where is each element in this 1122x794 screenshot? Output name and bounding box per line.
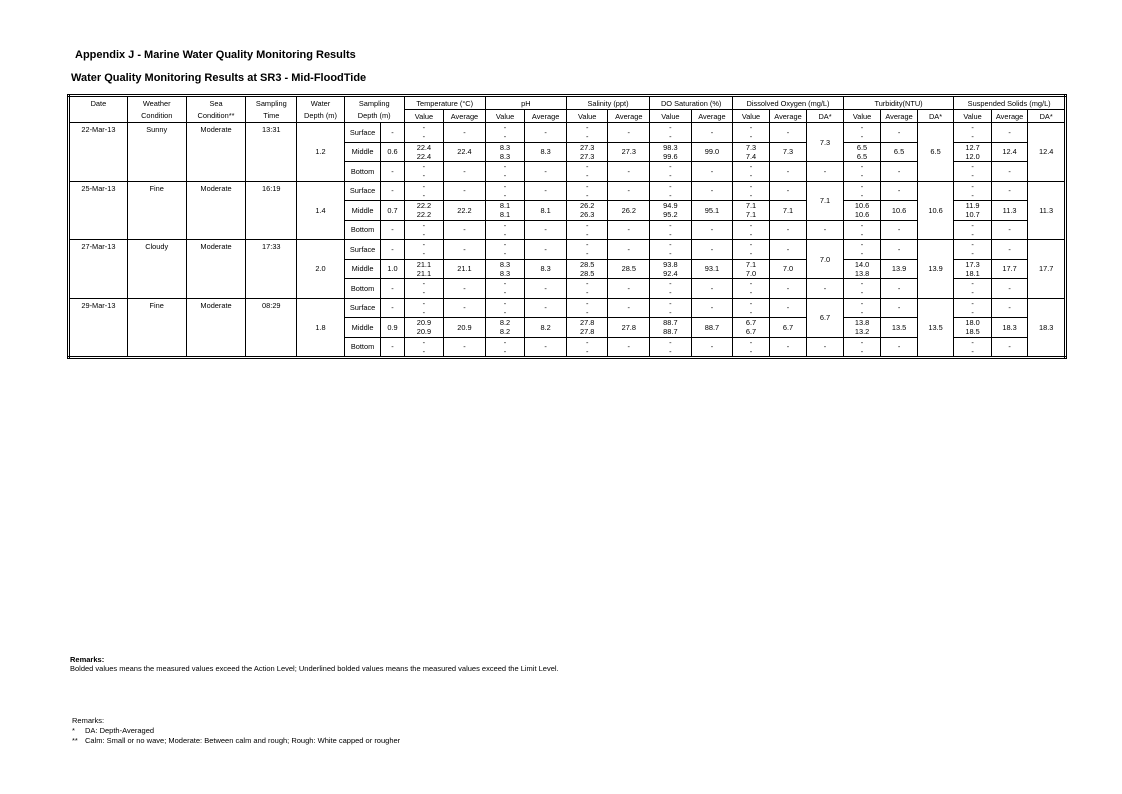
table-title: Water Quality Monitoring Results at SR3 - Mid-FloodTide [71, 72, 367, 84]
temperature-average-cell: - [444, 123, 486, 143]
do-saturation-average-cell: 93.1 [691, 259, 733, 279]
table-row [69, 181, 1066, 201]
turbidity-depth-average-cell: 6.5 [917, 123, 954, 182]
do-saturation-average-cell: - [691, 298, 733, 318]
temperature-average-cell: 22.2 [444, 201, 486, 221]
ss-average-cell: - [991, 337, 1028, 358]
ph-value-cell: 8.2 8.2 [485, 318, 525, 338]
sea-condition-cell: Moderate [186, 123, 246, 182]
header-suspended-solids: Suspended Solids (mg/L) [954, 96, 1066, 110]
water-depth-cell: 1.4 [297, 181, 345, 240]
do-value-cell: - - [733, 298, 770, 318]
remarks-levels [70, 655, 559, 673]
salinity-average-cell: - [608, 298, 650, 318]
ss-value-cell: - - [954, 240, 992, 260]
ss-average-cell: 11.3 [991, 201, 1028, 221]
temperature-average-cell: 21.1 [444, 259, 486, 279]
ph-average-cell: - [525, 220, 567, 240]
salinity-value-cell: 27.8 27.8 [566, 318, 608, 338]
sampling-time-cell: 08:29 [246, 298, 297, 358]
ph-value-cell: 8.3 8.3 [485, 259, 525, 279]
table-row [69, 240, 1066, 260]
do-average-cell: - [769, 162, 807, 182]
turbidity-value-cell: - - [843, 240, 881, 260]
note-sea-condition [72, 736, 400, 746]
temperature-value-cell: - - [404, 123, 444, 143]
sampling-depth-cell: - [381, 123, 404, 143]
turbidity-value-cell: 13.8 13.2 [843, 318, 881, 338]
do-value-cell: - - [733, 123, 770, 143]
ss-value-cell: - - [954, 181, 992, 201]
sampling-level-cell: Middle [344, 142, 381, 162]
turbidity-value-cell: - - [843, 162, 881, 182]
do-value-cell: - - [733, 220, 770, 240]
header-sampling-depth-2: Depth (m) [344, 110, 404, 123]
table-row [69, 298, 1066, 318]
turbidity-average-cell: - [881, 337, 918, 358]
do-average-cell: 7.0 [769, 259, 807, 279]
ss-value-cell: - - [954, 123, 992, 143]
do-value-cell: 6.7 6.7 [733, 318, 770, 338]
note-da-key: * [72, 726, 75, 735]
do-saturation-value-cell: 93.8 92.4 [650, 259, 692, 279]
header-date-2 [69, 110, 128, 123]
header-time: Sampling [246, 96, 297, 110]
sampling-level-cell: Middle [344, 259, 381, 279]
temperature-average-cell: - [444, 298, 486, 318]
sampling-level-cell: Bottom [344, 220, 381, 240]
sampling-level-cell: Surface [344, 181, 381, 201]
header-temp-average: Average [444, 110, 486, 123]
turbidity-average-cell: 10.6 [881, 201, 918, 221]
ss-average-cell: - [991, 162, 1028, 182]
header-ph: pH [485, 96, 566, 110]
turbidity-value-cell: 10.6 10.6 [843, 201, 881, 221]
ss-value-cell: - - [954, 279, 992, 299]
ph-value-cell: - - [485, 298, 525, 318]
do-depth-average-cell: 6.7 [807, 298, 844, 337]
salinity-average-cell: 28.5 [608, 259, 650, 279]
turbidity-value-cell: - - [843, 123, 881, 143]
sampling-depth-cell: 0.9 [381, 318, 404, 338]
water-depth-cell: 1.8 [297, 298, 345, 358]
salinity-value-cell: 27.3 27.3 [566, 142, 608, 162]
ss-value-cell: 11.9 10.7 [954, 201, 992, 221]
salinity-average-cell: 27.3 [608, 142, 650, 162]
turbidity-value-cell: 6.5 6.5 [843, 142, 881, 162]
salinity-value-cell: - - [566, 240, 608, 260]
results-table-body [69, 123, 1066, 358]
weather-cell: Cloudy [127, 240, 186, 299]
ss-value-cell: 17.3 18.1 [954, 259, 992, 279]
salinity-average-cell: - [608, 220, 650, 240]
do-depth-average-bottom-cell: - [807, 220, 844, 240]
sampling-level-cell: Bottom [344, 337, 381, 358]
ss-value-cell: - - [954, 337, 992, 358]
temperature-average-cell: 20.9 [444, 318, 486, 338]
temperature-value-cell: - - [404, 220, 444, 240]
note-da [72, 726, 400, 736]
note-da-text: DA: Depth-Averaged [85, 726, 155, 735]
ph-value-cell: - - [485, 181, 525, 201]
header-dos-value: Value [650, 110, 692, 123]
turbidity-depth-average-cell: 10.6 [917, 181, 954, 240]
weather-cell: Fine [127, 181, 186, 240]
do-depth-average-bottom-cell: - [807, 337, 844, 358]
do-saturation-value-cell: 94.9 95.2 [650, 201, 692, 221]
temperature-value-cell: 22.2 22.2 [404, 201, 444, 221]
header-date: Date [69, 96, 128, 110]
do-average-cell: - [769, 337, 807, 358]
temperature-value-cell: - - [404, 279, 444, 299]
turbidity-value-cell: - - [843, 337, 881, 358]
ph-value-cell: - - [485, 337, 525, 358]
date-cell: 22-Mar-13 [69, 123, 128, 182]
do-average-cell: - [769, 279, 807, 299]
do-saturation-value-cell: - - [650, 240, 692, 260]
turbidity-value-cell: - - [843, 220, 881, 240]
sampling-depth-cell: - [381, 162, 404, 182]
salinity-average-cell: - [608, 240, 650, 260]
ss-value-cell: 18.0 18.5 [954, 318, 992, 338]
salinity-value-cell: - - [566, 162, 608, 182]
do-saturation-value-cell: 88.7 88.7 [650, 318, 692, 338]
header-ph-average: Average [525, 110, 567, 123]
ss-depth-average-cell: 12.4 [1028, 123, 1066, 182]
weather-cell: Fine [127, 298, 186, 358]
ph-average-cell: 8.1 [525, 201, 567, 221]
turbidity-average-cell: - [881, 123, 918, 143]
ss-value-cell: - - [954, 220, 992, 240]
sampling-level-cell: Surface [344, 298, 381, 318]
ss-average-cell: - [991, 123, 1028, 143]
ph-value-cell: - - [485, 123, 525, 143]
do-saturation-value-cell: - - [650, 298, 692, 318]
do-saturation-average-cell: - [691, 240, 733, 260]
sampling-depth-cell: - [381, 337, 404, 358]
ph-average-cell: - [525, 181, 567, 201]
date-cell: 25-Mar-13 [69, 181, 128, 240]
do-value-cell: 7.1 7.0 [733, 259, 770, 279]
do-value-cell: - - [733, 240, 770, 260]
do-saturation-average-cell: 88.7 [691, 318, 733, 338]
turbidity-average-cell: - [881, 181, 918, 201]
sampling-depth-cell: - [381, 181, 404, 201]
salinity-average-cell: - [608, 181, 650, 201]
ss-average-cell: - [991, 181, 1028, 201]
temperature-value-cell: - - [404, 298, 444, 318]
header-water-depth: Water [297, 96, 345, 110]
salinity-value-cell: 26.2 26.3 [566, 201, 608, 221]
do-value-cell: - - [733, 337, 770, 358]
header-weather: Weather [127, 96, 186, 110]
header-ss-average: Average [991, 110, 1028, 123]
sampling-time-cell: 17:33 [246, 240, 297, 299]
turbidity-value-cell: - - [843, 298, 881, 318]
salinity-average-cell: 27.8 [608, 318, 650, 338]
turbidity-average-cell: 13.9 [881, 259, 918, 279]
ph-value-cell: - - [485, 162, 525, 182]
header-ss-value: Value [954, 110, 992, 123]
ph-average-cell: - [525, 123, 567, 143]
temperature-value-cell: 22.4 22.4 [404, 142, 444, 162]
ph-average-cell: - [525, 279, 567, 299]
salinity-value-cell: 28.5 28.5 [566, 259, 608, 279]
ph-average-cell: - [525, 240, 567, 260]
header-dos-average: Average [691, 110, 733, 123]
header-sea-2: Condition** [186, 110, 246, 123]
sampling-level-cell: Bottom [344, 279, 381, 299]
do-saturation-value-cell: - - [650, 123, 692, 143]
header-do-average: Average [769, 110, 807, 123]
do-saturation-average-cell: - [691, 123, 733, 143]
header-turb-value: Value [843, 110, 881, 123]
do-saturation-value-cell: 98.3 99.6 [650, 142, 692, 162]
temperature-value-cell: - - [404, 162, 444, 182]
ss-average-cell: 17.7 [991, 259, 1028, 279]
turbidity-value-cell: - - [843, 181, 881, 201]
header-sal-value: Value [566, 110, 608, 123]
turbidity-average-cell: - [881, 298, 918, 318]
header-do-saturation: DO Saturation (%) [650, 96, 733, 110]
do-average-cell: 6.7 [769, 318, 807, 338]
ph-average-cell: - [525, 337, 567, 358]
ss-average-cell: - [991, 279, 1028, 299]
do-average-cell: 7.3 [769, 142, 807, 162]
do-saturation-value-cell: - - [650, 220, 692, 240]
ph-value-cell: - - [485, 240, 525, 260]
do-saturation-average-cell: 95.1 [691, 201, 733, 221]
temperature-value-cell: - - [404, 337, 444, 358]
ss-average-cell: - [991, 240, 1028, 260]
temperature-value-cell: - - [404, 240, 444, 260]
salinity-value-cell: - - [566, 337, 608, 358]
weather-cell: Sunny [127, 123, 186, 182]
remarks-levels-text: Bolded values means the measured values exceed the Action Level; Underlined bolded values means the measured values exceed the Limit Level. [70, 664, 559, 673]
ph-average-cell: - [525, 298, 567, 318]
sampling-level-cell: Surface [344, 123, 381, 143]
header-sampling-depth: Sampling [344, 96, 404, 110]
table-row [69, 123, 1066, 143]
ss-depth-average-cell: 18.3 [1028, 298, 1066, 358]
ss-depth-average-cell: 11.3 [1028, 181, 1066, 240]
results-table [67, 94, 1067, 359]
header-turbidity: Turbidity(NTU) [843, 96, 954, 110]
temperature-average-cell: - [444, 240, 486, 260]
salinity-value-cell: - - [566, 181, 608, 201]
header-sal-average: Average [608, 110, 650, 123]
ph-value-cell: 8.1 8.1 [485, 201, 525, 221]
water-depth-cell: 1.2 [297, 123, 345, 182]
header-weather-2: Condition [127, 110, 186, 123]
do-saturation-average-cell: - [691, 220, 733, 240]
sea-condition-cell: Moderate [186, 181, 246, 240]
ss-average-cell: - [991, 220, 1028, 240]
date-cell: 29-Mar-13 [69, 298, 128, 358]
do-value-cell: - - [733, 279, 770, 299]
remarks-notes-heading: Remarks: [72, 716, 105, 725]
note-sea-text: Calm: Small or no wave; Moderate: Between calm and rough; Rough: White capped or rougher [85, 736, 401, 745]
header-do-value: Value [733, 110, 770, 123]
do-value-cell: - - [733, 162, 770, 182]
header-ph-value: Value [485, 110, 525, 123]
salinity-average-cell: - [608, 337, 650, 358]
do-saturation-average-cell: - [691, 162, 733, 182]
temperature-value-cell: - - [404, 181, 444, 201]
remarks-notes [72, 716, 400, 746]
temperature-value-cell: 21.1 21.1 [404, 259, 444, 279]
ss-average-cell: - [991, 298, 1028, 318]
header-time-2: Time [246, 110, 297, 123]
sampling-time-cell: 13:31 [246, 123, 297, 182]
ph-average-cell: 8.3 [525, 142, 567, 162]
do-saturation-value-cell: - - [650, 337, 692, 358]
do-value-cell: - - [733, 181, 770, 201]
temperature-average-cell: - [444, 220, 486, 240]
header-ss-da: DA* [1028, 110, 1066, 123]
sampling-level-cell: Surface [344, 240, 381, 260]
ss-value-cell: - - [954, 298, 992, 318]
ss-average-cell: 18.3 [991, 318, 1028, 338]
do-depth-average-bottom-cell: - [807, 279, 844, 299]
salinity-value-cell: - - [566, 279, 608, 299]
ph-value-cell: 8.3 8.3 [485, 142, 525, 162]
results-table-container [67, 94, 1067, 359]
do-saturation-average-cell: - [691, 181, 733, 201]
do-average-cell: - [769, 181, 807, 201]
header-do-da: DA* [807, 110, 844, 123]
sea-condition-cell: Moderate [186, 240, 246, 299]
sampling-level-cell: Middle [344, 201, 381, 221]
turbidity-average-cell: - [881, 279, 918, 299]
ph-value-cell: - - [485, 279, 525, 299]
remarks-levels-heading: Remarks: [70, 655, 105, 664]
ph-average-cell: 8.2 [525, 318, 567, 338]
header-temp-value: Value [404, 110, 444, 123]
temperature-average-cell: - [444, 337, 486, 358]
sampling-depth-cell: 0.7 [381, 201, 404, 221]
ph-value-cell: - - [485, 220, 525, 240]
salinity-value-cell: - - [566, 123, 608, 143]
ss-average-cell: 12.4 [991, 142, 1028, 162]
do-saturation-value-cell: - - [650, 181, 692, 201]
header-sea: Sea [186, 96, 246, 110]
turbidity-average-cell: - [881, 162, 918, 182]
header-row-1 [69, 96, 1066, 110]
ph-average-cell: - [525, 162, 567, 182]
do-value-cell: 7.3 7.4 [733, 142, 770, 162]
sampling-depth-cell: - [381, 298, 404, 318]
sampling-depth-cell: - [381, 220, 404, 240]
sampling-level-cell: Middle [344, 318, 381, 338]
date-cell: 27-Mar-13 [69, 240, 128, 299]
turbidity-depth-average-cell: 13.5 [917, 298, 954, 358]
note-sea-key: ** [72, 736, 78, 745]
turbidity-average-cell: 6.5 [881, 142, 918, 162]
temperature-average-cell: - [444, 279, 486, 299]
header-turb-da: DA* [917, 110, 954, 123]
sampling-depth-cell: - [381, 240, 404, 260]
sampling-level-cell: Bottom [344, 162, 381, 182]
header-salinity: Salinity (ppt) [566, 96, 649, 110]
do-average-cell: - [769, 240, 807, 260]
do-saturation-average-cell: - [691, 279, 733, 299]
sea-condition-cell: Moderate [186, 298, 246, 358]
do-saturation-average-cell: 99.0 [691, 142, 733, 162]
do-average-cell: 7.1 [769, 201, 807, 221]
sampling-depth-cell: 1.0 [381, 259, 404, 279]
ss-depth-average-cell: 17.7 [1028, 240, 1066, 299]
ph-average-cell: 8.3 [525, 259, 567, 279]
turbidity-average-cell: - [881, 240, 918, 260]
do-average-cell: - [769, 220, 807, 240]
ss-value-cell: - - [954, 162, 992, 182]
turbidity-value-cell: 14.0 13.8 [843, 259, 881, 279]
do-depth-average-bottom-cell: - [807, 162, 844, 182]
temperature-average-cell: - [444, 181, 486, 201]
do-depth-average-cell: 7.3 [807, 123, 844, 162]
turbidity-value-cell: - - [843, 279, 881, 299]
turbidity-average-cell: 13.5 [881, 318, 918, 338]
temperature-average-cell: 22.4 [444, 142, 486, 162]
do-depth-average-cell: 7.0 [807, 240, 844, 279]
header-dissolved-oxygen: Dissolved Oxygen (mg/L) [733, 96, 844, 110]
salinity-value-cell: - - [566, 298, 608, 318]
header-temperature: Temperature (°C) [404, 96, 485, 110]
do-depth-average-cell: 7.1 [807, 181, 844, 220]
sampling-depth-cell: 0.6 [381, 142, 404, 162]
water-depth-cell: 2.0 [297, 240, 345, 299]
sampling-time-cell: 16:19 [246, 181, 297, 240]
do-saturation-average-cell: - [691, 337, 733, 358]
salinity-average-cell: - [608, 279, 650, 299]
header-water-depth-2: Depth (m) [297, 110, 345, 123]
appendix-title: Appendix J - Marine Water Quality Monitoring Results [75, 49, 356, 61]
salinity-average-cell: - [608, 123, 650, 143]
do-saturation-value-cell: - - [650, 279, 692, 299]
salinity-average-cell: - [608, 162, 650, 182]
sampling-depth-cell: - [381, 279, 404, 299]
ss-value-cell: 12.7 12.0 [954, 142, 992, 162]
turbidity-average-cell: - [881, 220, 918, 240]
salinity-average-cell: 26.2 [608, 201, 650, 221]
do-average-cell: - [769, 298, 807, 318]
do-average-cell: - [769, 123, 807, 143]
header-row-2 [69, 110, 1066, 123]
turbidity-depth-average-cell: 13.9 [917, 240, 954, 299]
do-saturation-value-cell: - - [650, 162, 692, 182]
salinity-value-cell: - - [566, 220, 608, 240]
temperature-value-cell: 20.9 20.9 [404, 318, 444, 338]
header-turb-average: Average [881, 110, 918, 123]
do-value-cell: 7.1 7.1 [733, 201, 770, 221]
temperature-average-cell: - [444, 162, 486, 182]
